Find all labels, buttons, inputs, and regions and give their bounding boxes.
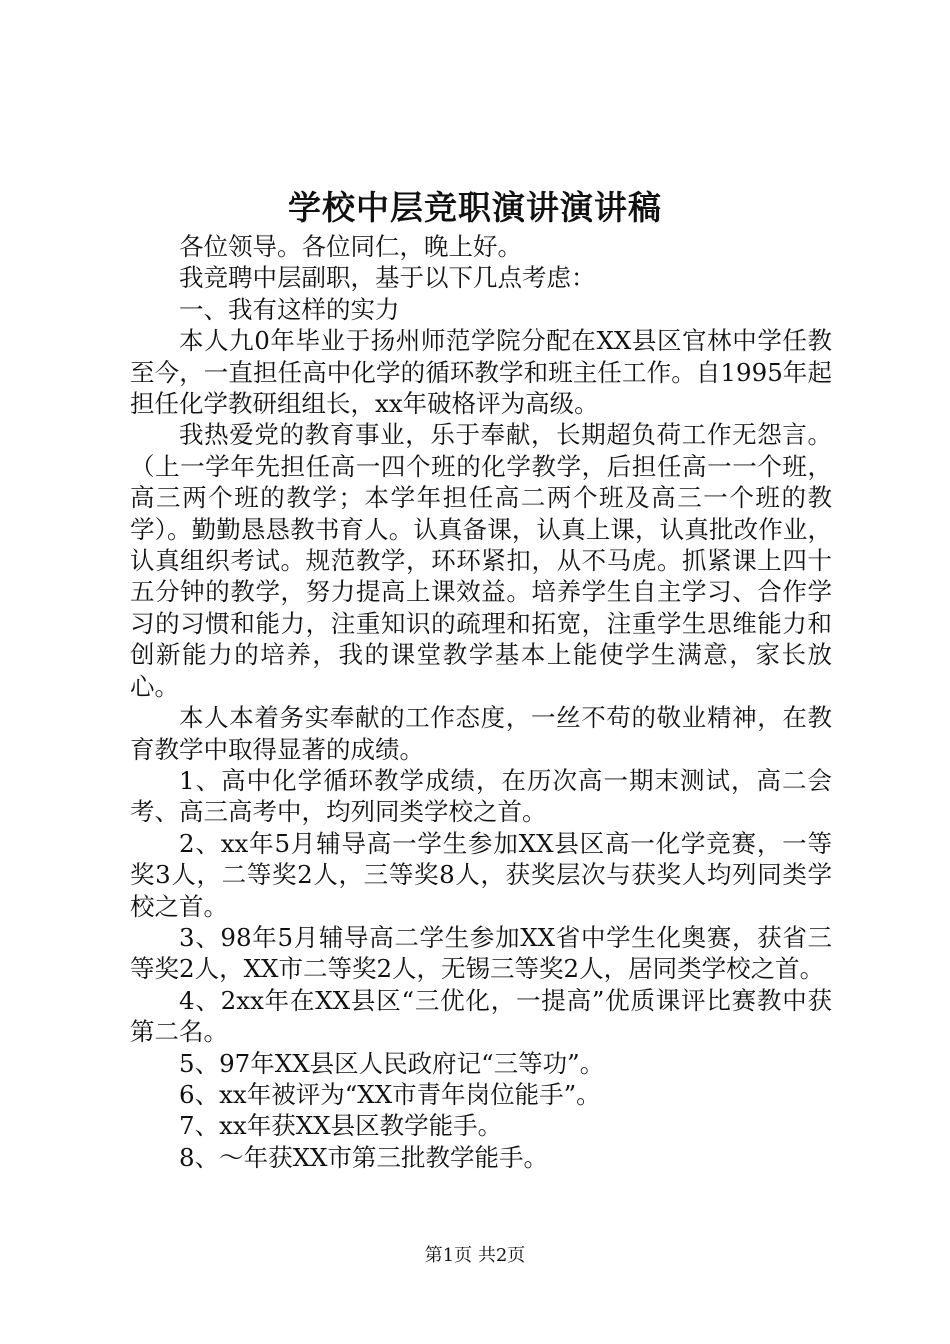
list-item: 1、高中化学循环教学成绩，在历次高一期末测试，高二会考、高三高考中，均列同类学校之首。: [130, 765, 832, 827]
page-number: 第1页 共2页: [424, 1245, 526, 1266]
list-item: 7、xx年获XX县区教学能手。: [179, 1111, 503, 1141]
paragraph-achievements-intro: 本人本着务实奉献的工作态度，一丝不苟的敬业精神，在教育教学中取得显著的成绩。: [130, 703, 832, 764]
section-heading: 一、我有这样的实力: [179, 294, 400, 324]
paragraph-background: 本人九0年毕业于扬州师范学院分配在XX县区官林中学任教至今，一直担任高中化学的循环教学和班主任工作。自1995年起担任化学教研组组长，xx年破格评为高级。: [130, 326, 832, 419]
list-item: 8、～年获XX市第三批教学能手。: [179, 1142, 548, 1172]
list-item: 3、98年5月辅导高二学生参加XX省中学生化奥赛，获省三等奖2人，XX市二等奖2人，无锡三等奖2人，居同类学校之首。: [130, 922, 832, 984]
list-item: 2、xx年5月辅导高一学生参加XX县区高一化学竞赛，一等奖3人，二等奖2人，三等奖8人，获奖层次与获奖人均列同类学校之首。: [130, 828, 832, 921]
paragraph-greeting: 各位领导。各位同仁，晚上好。: [179, 232, 522, 261]
document-body: [130, 231, 832, 1173]
document-title: 学校中层竞职演讲演讲稿: [288, 188, 662, 227]
paragraph-dedication: 我热爱党的教育事业，乐于奉献，长期超负荷工作无怨言。（上一学年先担任高一四个班的化学教学，后担任高一一个班，高三两个班的教学；本学年担任高二两个班及高三一个班的教学）。勤勤恳恳教书育人。认真备课，认真上课，认真批改作业，认真组织考试。规范教学，环环紧扣，从不马虎。抓紧课上四十五分钟的教学，努力提高上课效益。培养学生自主学习、合作学习的习惯和能力，注重知识的疏理和拓宽，注重学生思维能力和创新能力的培养，我的课堂教学基本上能使学生满意，家长放心。: [130, 420, 832, 701]
list-item: 4、2xx年在XX县区“三优化，一提高”优质课评比赛教中获第二名。: [130, 985, 832, 1047]
list-item: 6、xx年被评为“XX市青年岗位能手”。: [179, 1079, 601, 1109]
paragraph-intro: 我竞聘中层副职，基于以下几点考虑：: [179, 263, 596, 293]
list-item: 5、97年XX县区人民政府记“三等功”。: [179, 1048, 605, 1078]
